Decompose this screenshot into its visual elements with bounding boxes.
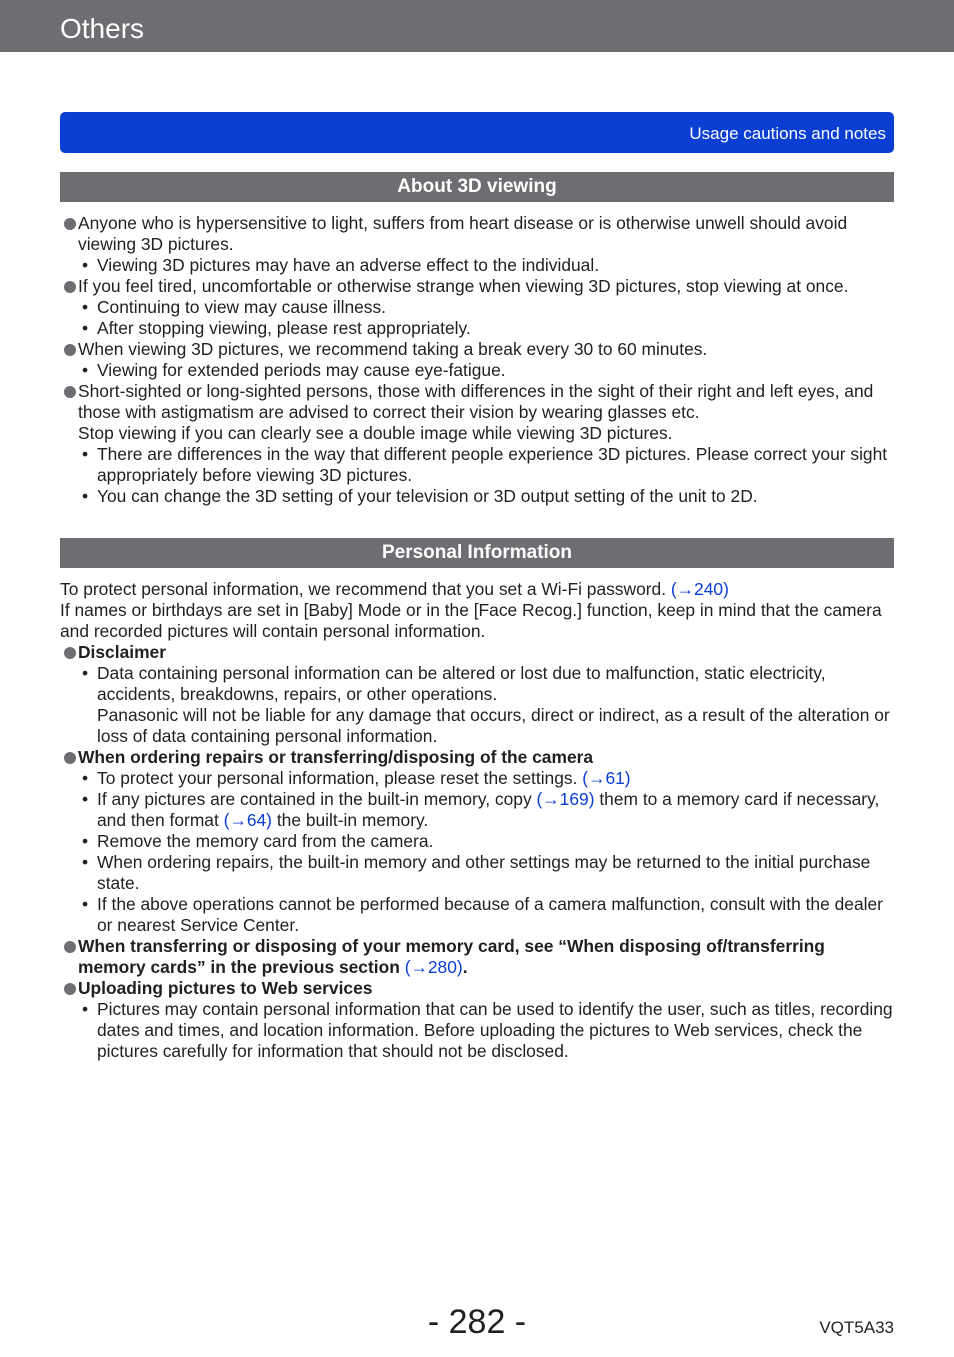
bullet-dot-icon <box>64 983 76 995</box>
section-bar-label: Usage cautions and notes <box>689 124 886 143</box>
section-bar <box>60 112 894 153</box>
sub-item: • Viewing for extended periods may cause eye-fatigue. <box>82 360 506 380</box>
bullet-item: Short-sighted or long-sighted persons, those with differences in the sight of their right and left eyes, and those with astigmatism are advised to correct their vision by wearing glasses etc. Stop viewing if you can clearly see a double image while viewing 3D pictures. <box>60 381 894 444</box>
chapter-title: Others <box>60 13 145 44</box>
bullet-item: When ordering repairs or transferring/disposing of the camera <box>60 747 894 768</box>
bullet-dot-icon <box>64 752 76 764</box>
bullet-item: When viewing 3D pictures, we recommend taking a break every 30 to 60 minutes. <box>60 339 894 360</box>
page-link[interactable]: (→280) <box>404 957 463 977</box>
bullet-dot-icon <box>64 941 76 953</box>
intro-paragraph: If names or birthdays are set in [Baby] Mode or in the [Face Recog.] function, keep in mind that the camera and recorded pictures will contain personal information. <box>60 600 882 641</box>
section-3d-viewing <box>60 213 894 507</box>
sub-item: • Data containing personal information can be altered or lost due to malfunction, static electricity, accidents, breakdowns, repairs, or other operations. Panasonic will not be liable for any damage that occurs, direct or indirect, as a result of the alteration or loss of data containing personal information. <box>82 663 890 746</box>
bullet-item: Anyone who is hypersensitive to light, suffers from heart disease or is otherwise unwell should avoid viewing 3D pictures. <box>60 213 894 255</box>
intro-paragraph: To protect personal information, we recommend that you set a Wi-Fi password. (→240) <box>60 579 729 599</box>
bullet-item: If you feel tired, uncomfortable or otherwise strange when viewing 3D pictures, stop viewing at once. <box>60 276 894 297</box>
page-number: - 282 - <box>427 1303 527 1341</box>
bullet-item: Uploading pictures to Web services <box>60 978 894 999</box>
sub-item: • To protect your personal information, please reset the settings. (→61) <box>82 768 631 788</box>
page-link[interactable]: (→61) <box>582 768 631 788</box>
heading-3d-viewing: About 3D viewing <box>60 172 894 202</box>
sub-item: • When ordering repairs, the built-in memory and other settings may be returned to the initial purchase state. <box>82 852 871 893</box>
sub-item: • If any pictures are contained in the built-in memory, copy (→169) them to a memory card if necessary, and then format (→64) the built-in memory. <box>82 789 880 830</box>
bullet-item: When transferring or disposing of your memory card, see “When disposing of/transferring memory cards” in the previous section (→280). <box>60 936 894 978</box>
bullet-dot-icon <box>64 647 76 659</box>
bullet-dot-icon <box>64 281 76 293</box>
section-personal-information <box>60 579 894 1062</box>
bullet-dot-icon <box>64 344 76 356</box>
page-link[interactable]: (→240) <box>670 579 729 599</box>
sub-item: • Viewing 3D pictures may have an adverse effect to the individual. <box>82 255 600 275</box>
top-bar <box>0 0 954 52</box>
sub-item: • There are differences in the way that different people experience 3D pictures. Please correct your sight appropriately before viewing 3D pictures. <box>82 444 888 485</box>
heading-personal-information: Personal Information <box>60 538 894 568</box>
sub-item: • Remove the memory card from the camera. <box>82 831 434 851</box>
page-link[interactable]: (→169) <box>536 789 595 809</box>
sub-item: • You can change the 3D setting of your television or 3D output setting of the unit to 2D. <box>82 486 758 506</box>
sub-item: • If the above operations cannot be performed because of a camera malfunction, consult with the dealer or nearest Service Center. <box>82 894 883 935</box>
bullet-dot-icon <box>64 218 76 230</box>
bullet-item: Disclaimer <box>60 642 894 663</box>
sub-item: • Pictures may contain personal information that can be used to identify the user, such as titles, recording dates and times, and location information. Before uploading the pictures to Web services, check the pictures carefully for information that should not be disclosed. <box>82 999 893 1061</box>
bullet-dot-icon <box>64 386 76 398</box>
sub-item: • After stopping viewing, please rest appropriately. <box>82 318 471 338</box>
sub-item: • Continuing to view may cause illness. <box>82 297 387 317</box>
page-link[interactable]: (→64) <box>223 810 272 830</box>
document-code: VQT5A33 <box>819 1318 894 1337</box>
